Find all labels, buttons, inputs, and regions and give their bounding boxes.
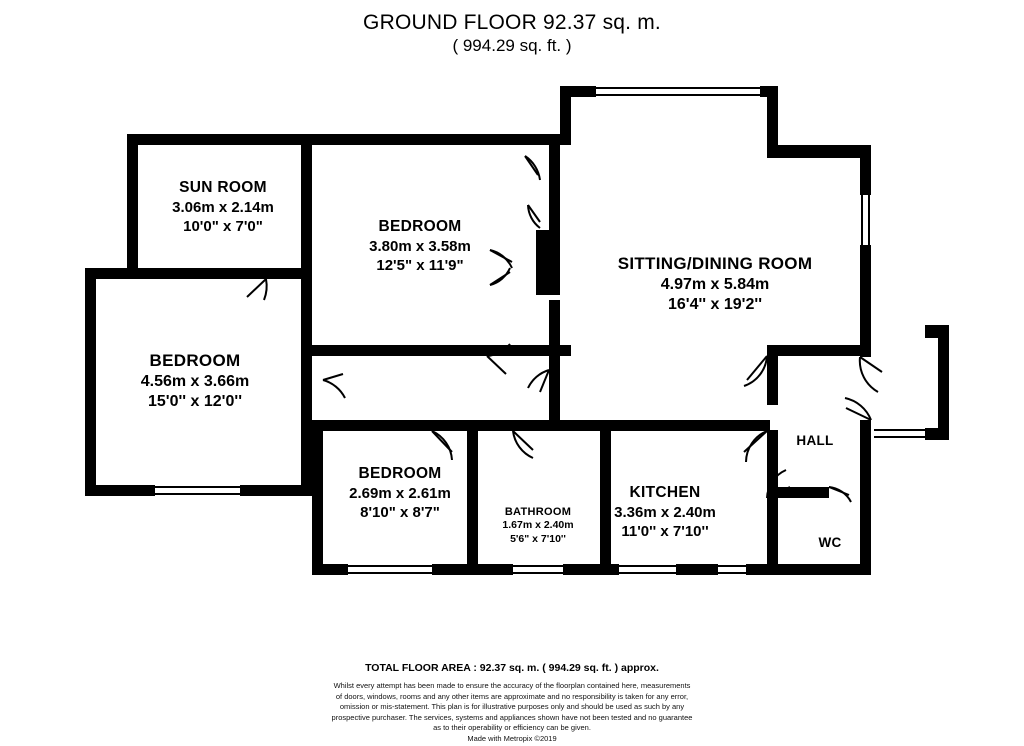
disclaimer-line-5: as to their operability or efficiency can be given. <box>433 723 591 733</box>
room-name: BEDROOM <box>358 465 442 482</box>
room-label-wc <box>775 534 885 551</box>
room-label-kitchen <box>540 483 790 541</box>
disclaimer-line-1: Whilst every attempt has been made to ensure the accuracy of the floorplan contained here, measurements <box>333 681 691 690</box>
room-dim-metric: 4.56m x 3.66m <box>140 372 250 390</box>
room-name: BEDROOM <box>149 351 241 370</box>
room-dim-metric: 1.67m x 2.40m <box>502 519 574 532</box>
room-dim-imperial: 8'10" x 8'7" <box>360 504 440 522</box>
room-label-sitting-dining-room <box>570 253 860 316</box>
disclaimer-line-2: of doors, windows, rooms and any other items are approximate and no responsibility is taken for any error, <box>335 691 689 701</box>
room-dim-metric: 3.06m x 2.14m <box>172 198 274 216</box>
credit-line: Made with Metropix ©2019 <box>467 733 557 743</box>
room-dim-metric: 2.69m x 2.61m <box>349 484 451 502</box>
room-name: SUN ROOM <box>179 179 267 196</box>
floorplan-title-sub: ( 994.29 sq. ft. ) <box>452 36 572 55</box>
room-name: KITCHEN <box>629 484 701 501</box>
room-dim-imperial: 15'0'' x 12'0'' <box>147 393 242 411</box>
room-name: HALL <box>796 433 834 448</box>
room-dim-metric: 4.97m x 5.84m <box>660 275 770 293</box>
floorplan-title-main: GROUND FLOOR 92.37 sq. m. <box>363 11 661 34</box>
total-floor-area: TOTAL FLOOR AREA : 92.37 sq. m. ( 994.29 sq. ft. ) approx. <box>365 662 659 674</box>
room-dim-imperial: 10'0" x 7'0" <box>183 218 263 236</box>
room-label-bedroom-left <box>60 350 330 413</box>
room-dim-imperial: 5'6" x 7'10'' <box>510 532 566 545</box>
room-name: BEDROOM <box>378 218 462 235</box>
room-dim-metric: 3.80m x 3.58m <box>369 237 471 255</box>
room-label-hall <box>760 432 870 449</box>
room-dim-imperial: 11'0'' x 7'10'' <box>621 523 709 541</box>
disclaimer-line-4: prospective purchaser. The services, systems and appliances shown have not been tested and no guarantee <box>331 712 693 722</box>
room-dim-imperial: 12'5" x 11'9" <box>376 257 464 275</box>
room-name: BATHROOM <box>504 506 572 518</box>
room-dim-metric: 3.36m x 2.40m <box>614 503 716 521</box>
disclaimer-line-3: omission or mis-statement. This plan is for illustrative purposes only and should be used as such by any <box>339 702 685 712</box>
room-name: SITTING/DINING ROOM <box>617 254 813 273</box>
room-name: WC <box>818 535 842 550</box>
room-dim-imperial: 16'4'' x 19'2'' <box>667 296 762 314</box>
room-label-bedroom-top <box>285 217 555 275</box>
disclaimer-block <box>0 681 1024 745</box>
